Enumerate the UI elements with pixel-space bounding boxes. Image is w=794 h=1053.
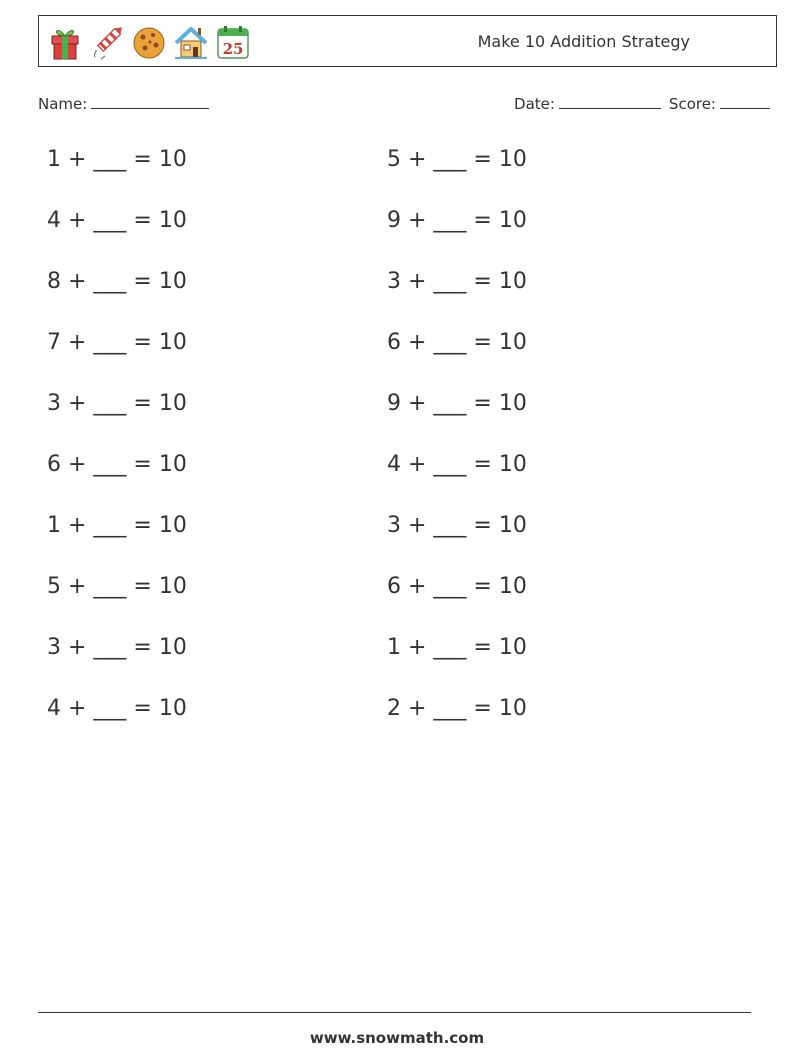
header-icons [47, 23, 251, 61]
problem-item[interactable]: 1 + ___ = 10 [387, 635, 527, 660]
problem-item[interactable]: 6 + ___ = 10 [387, 330, 527, 355]
problem-item[interactable]: 3 + ___ = 10 [47, 635, 187, 660]
calendar-25-icon [215, 23, 251, 61]
problem-item[interactable]: 6 + ___ = 10 [387, 574, 527, 599]
footer-divider [38, 1012, 751, 1013]
problem-row [47, 391, 747, 452]
date-label: Date: [514, 95, 555, 113]
problem-item[interactable]: 7 + ___ = 10 [47, 330, 187, 355]
cookie-icon [131, 23, 167, 61]
footer-url[interactable]: www.snowmath.com [309, 1029, 485, 1047]
problem-item[interactable]: 3 + ___ = 10 [387, 513, 527, 538]
problem-item[interactable]: 4 + ___ = 10 [47, 696, 187, 721]
firework-rocket-icon [89, 23, 125, 61]
name-label: Name: [38, 95, 88, 113]
date-score-fields [514, 94, 770, 113]
problem-row [47, 696, 747, 757]
problem-item[interactable]: 5 + ___ = 10 [47, 574, 187, 599]
problem-row [47, 147, 747, 208]
score-label: Score: [668, 95, 716, 113]
name-blank[interactable] [91, 94, 209, 109]
problem-row [47, 513, 747, 574]
problem-item[interactable]: 1 + ___ = 10 [47, 147, 187, 172]
name-field [38, 94, 209, 113]
problem-item[interactable]: 4 + ___ = 10 [47, 208, 187, 233]
problem-row [47, 574, 747, 635]
problem-row [47, 208, 747, 269]
problem-item[interactable]: 9 + ___ = 10 [387, 391, 527, 416]
problem-item[interactable]: 5 + ___ = 10 [387, 147, 527, 172]
gift-icon [47, 23, 83, 61]
score-blank[interactable] [720, 94, 770, 109]
worksheet-header [38, 15, 777, 67]
problem-row [47, 452, 747, 513]
problem-row [47, 635, 747, 696]
calendar-day-label: 25 [222, 40, 244, 58]
snowy-house-icon [173, 23, 209, 61]
problem-item[interactable]: 3 + ___ = 10 [387, 269, 527, 294]
problem-item[interactable]: 6 + ___ = 10 [47, 452, 187, 477]
worksheet-title: Make 10 Addition Strategy [477, 32, 690, 51]
date-blank[interactable] [559, 94, 661, 109]
problem-item[interactable]: 2 + ___ = 10 [387, 696, 527, 721]
problem-item[interactable]: 3 + ___ = 10 [47, 391, 187, 416]
problem-row [47, 330, 747, 391]
problem-grid [47, 147, 747, 757]
problem-item[interactable]: 4 + ___ = 10 [387, 452, 527, 477]
problem-row [47, 269, 747, 330]
problem-item[interactable]: 9 + ___ = 10 [387, 208, 527, 233]
problem-item[interactable]: 8 + ___ = 10 [47, 269, 187, 294]
problem-item[interactable]: 1 + ___ = 10 [47, 513, 187, 538]
